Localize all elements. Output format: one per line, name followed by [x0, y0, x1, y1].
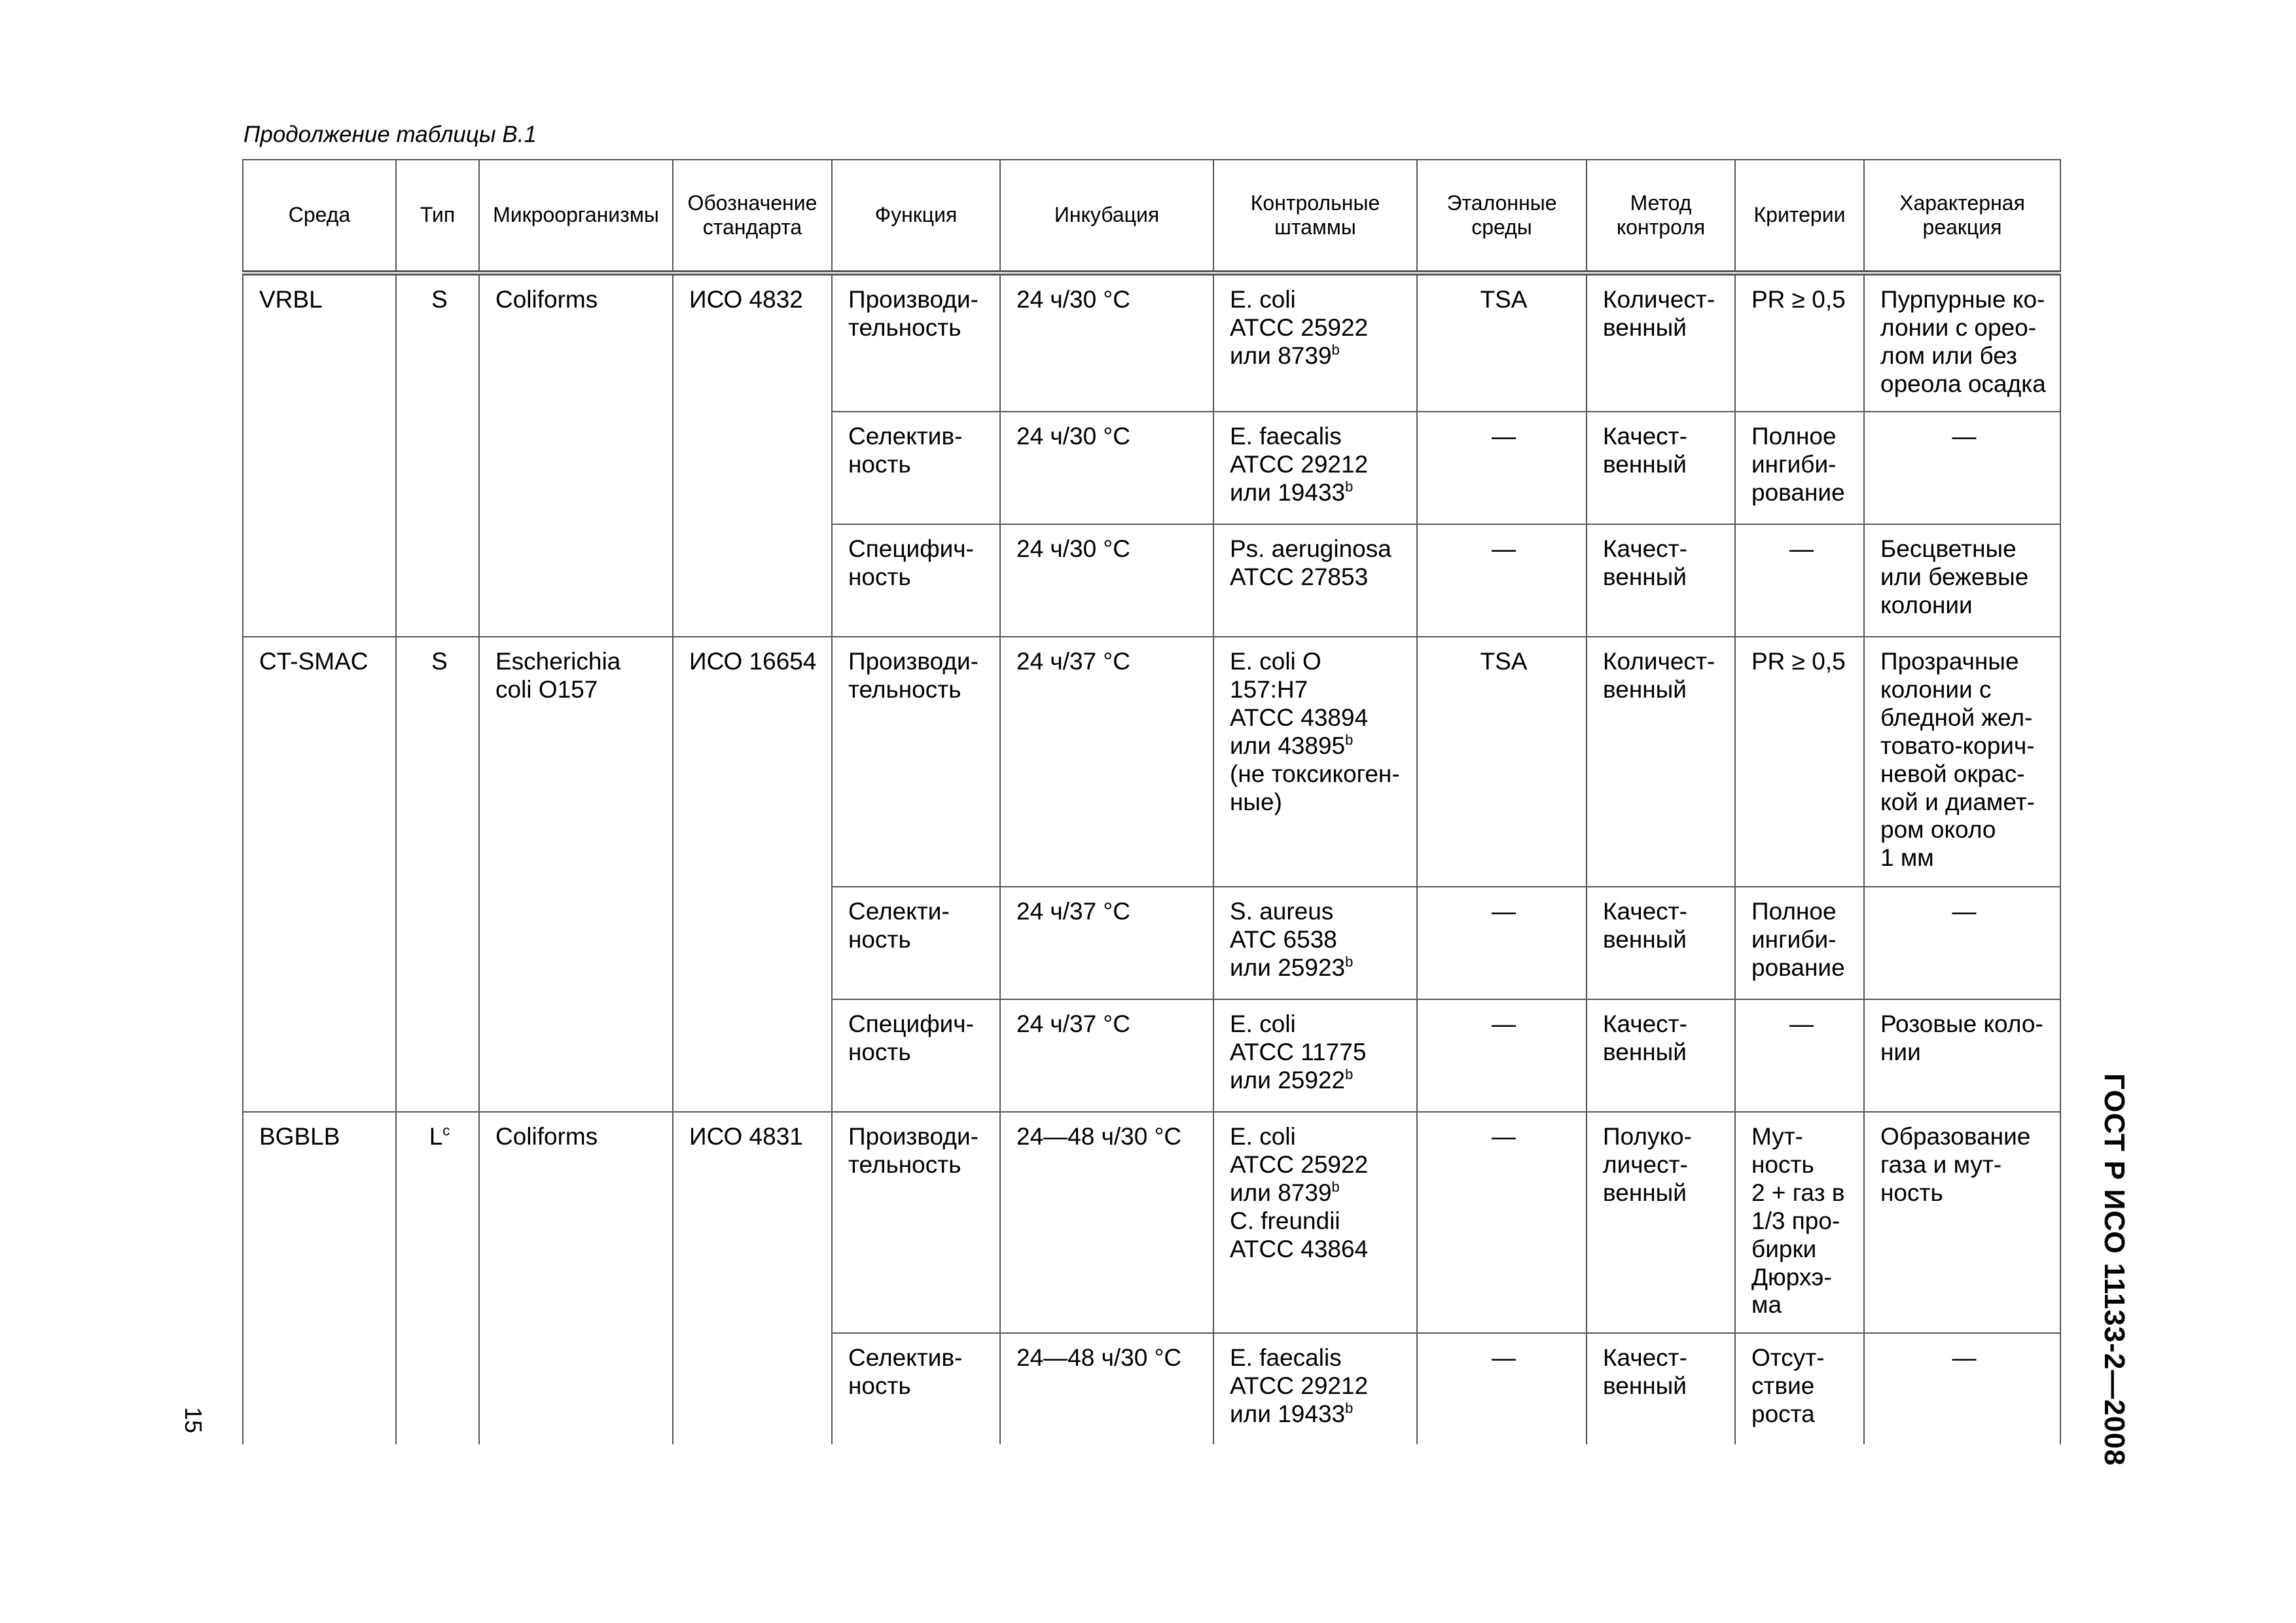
cell-line: C. freundii [1230, 1207, 1340, 1234]
cell-line: тельность [848, 313, 961, 341]
control-method-cell [1587, 412, 1735, 524]
cell-line: ATCC 11775 [1230, 1038, 1367, 1065]
cell-line: товато-корич- [1880, 732, 2035, 759]
cell-line: Coliforms [495, 286, 598, 313]
cell-line: Качест- [1603, 1010, 1687, 1037]
control-strains-cell [1213, 273, 1417, 412]
cell-line: ность [1880, 1179, 1943, 1206]
criteria-cell [1735, 412, 1864, 524]
type-cell [396, 637, 479, 1112]
type-cell [396, 273, 479, 637]
typical-reaction-cell [1864, 637, 2060, 887]
table-row [243, 1112, 2060, 1333]
footnote-mark: b [1345, 731, 1354, 748]
incubation-cell [1000, 999, 1213, 1112]
cell-line: ATC 6538 [1230, 925, 1337, 953]
cell-line: E. coli O 157:H7 [1230, 648, 1321, 703]
function-cell [832, 887, 1000, 999]
cell-line: Отсут- [1751, 1344, 1825, 1371]
standard-value: ИСО 16654 [689, 648, 817, 675]
incubation-cell [1000, 524, 1213, 637]
control-method-cell [1587, 1333, 1735, 1444]
control-strains-cell [1213, 637, 1417, 887]
cell-line: колонии с [1880, 675, 1992, 703]
cell-line: Количест- [1603, 286, 1715, 313]
cell-line: ные) [1230, 788, 1282, 815]
typical-reaction-cell [1864, 1333, 2060, 1444]
standard-cell [673, 637, 832, 1112]
cell-line: ствие [1751, 1372, 1815, 1399]
cell-line: (не токсикоген- [1230, 760, 1400, 787]
criteria-cell [1735, 1333, 1864, 1444]
header-microorganisms: Микроорганизмы [479, 160, 673, 273]
criteria-cell [1735, 1112, 1864, 1333]
control-method-cell [1587, 1112, 1735, 1333]
cell-text: или 25922 [1230, 1066, 1346, 1094]
cell-line: ореола осадка [1880, 370, 2046, 397]
cell-text: или 8739 [1230, 342, 1332, 369]
cell-line: Селекти- [848, 898, 950, 925]
cell-line: Прозрачные [1880, 648, 2019, 675]
cell-line: бирки [1751, 1235, 1817, 1262]
cell-line: Качест- [1603, 898, 1687, 925]
reference-value: — [1492, 1344, 1516, 1371]
media-control-table [242, 159, 2061, 1444]
function-cell [832, 524, 1000, 637]
cell-line: ность [848, 450, 911, 478]
cell-line [1230, 479, 1405, 507]
cell-line: E. faecalis [1230, 423, 1342, 450]
function-cell [832, 1112, 1000, 1333]
function-cell [832, 637, 1000, 887]
control-strains-cell [1213, 999, 1417, 1112]
cell-line: газа и мут- [1880, 1150, 2002, 1178]
cell-line: Мут- [1751, 1123, 1804, 1150]
footnote-mark: b [1331, 1178, 1340, 1195]
cell-line: — [1952, 1344, 1977, 1371]
header-incubation: Инкубация [1000, 160, 1213, 273]
cell-line: Специфич- [848, 535, 974, 562]
header-standard: Обозначение стандарта [673, 160, 832, 273]
cell-line: венный [1603, 563, 1687, 590]
incubation-value: 24—48 ч/30 °C [1016, 1123, 1182, 1150]
typical-reaction-cell [1864, 273, 2060, 412]
criteria-cell [1735, 999, 1864, 1112]
cell-line: ность [848, 925, 911, 953]
cell-line: 2 + газ в [1751, 1179, 1845, 1206]
header-reference-media: Эталонные среды [1417, 160, 1587, 273]
incubation-value: 24 ч/30 °C [1016, 423, 1130, 450]
typical-reaction-cell [1864, 1112, 2060, 1333]
header-type: Тип [396, 160, 479, 273]
cell-line: венный [1603, 1038, 1687, 1065]
cell-line: ATCC 29212 [1230, 1372, 1369, 1399]
cell-line: Качест- [1603, 535, 1687, 562]
incubation-cell [1000, 1333, 1213, 1444]
typical-reaction-cell [1864, 412, 2060, 524]
cell-line: Полуко- [1603, 1123, 1692, 1150]
cell-line: ATCC 27853 [1230, 563, 1369, 590]
control-strains-cell [1213, 887, 1417, 999]
cell-line: личест- [1603, 1150, 1688, 1178]
cell-line: Производи- [848, 286, 978, 313]
cell-line: Ps. aeruginosa [1230, 535, 1391, 562]
reference-value: — [1492, 898, 1516, 925]
function-cell [832, 999, 1000, 1112]
cell-text: или 19433 [1230, 1400, 1346, 1427]
reference-value: TSA [1480, 286, 1528, 313]
cell-line: венный [1603, 1372, 1687, 1399]
cell-line [1230, 342, 1405, 370]
function-cell [832, 412, 1000, 524]
medium-cell [243, 273, 396, 637]
reference-media-cell [1417, 887, 1587, 999]
reference-media-cell [1417, 1333, 1587, 1444]
reference-value: TSA [1480, 648, 1528, 675]
reference-value: — [1492, 1123, 1516, 1150]
control-method-cell [1587, 273, 1735, 412]
footnote-mark: c [442, 1122, 450, 1139]
incubation-cell [1000, 1112, 1213, 1333]
control-strains-cell [1213, 412, 1417, 524]
cell-line: ATCC 25922 [1230, 1150, 1369, 1178]
control-method-cell [1587, 887, 1735, 999]
standard-value: ИСО 4831 [689, 1123, 803, 1150]
standard-cell [673, 273, 832, 637]
cell-text: или 8739 [1230, 1179, 1332, 1206]
type-value: S [431, 648, 448, 675]
control-method-cell [1587, 637, 1735, 887]
control-strains-cell [1213, 524, 1417, 637]
cell-line: 1/3 про- [1751, 1207, 1840, 1234]
cell-line: E. faecalis [1230, 1344, 1342, 1371]
cell-text: или 43895 [1230, 732, 1346, 759]
cell-line: лонии с орео- [1880, 313, 2037, 341]
cell-line: роста [1751, 1400, 1815, 1427]
reference-media-cell [1417, 1112, 1587, 1333]
reference-value: — [1492, 1010, 1516, 1037]
cell-line: нии [1880, 1038, 1921, 1065]
incubation-cell [1000, 637, 1213, 887]
cell-line: Качест- [1603, 423, 1687, 450]
reference-media-cell [1417, 273, 1587, 412]
cell-line: Дюрхэ- [1751, 1263, 1832, 1291]
header-medium: Среда [243, 160, 396, 273]
typical-reaction-cell [1864, 524, 2060, 637]
cell-line: ность [848, 1038, 911, 1065]
cell-line: тельность [848, 675, 961, 703]
cell-line [1230, 1400, 1405, 1429]
function-cell [832, 1333, 1000, 1444]
footnote-mark: b [1345, 1399, 1354, 1416]
cell-line: Количест- [1603, 648, 1715, 675]
criteria-cell [1735, 273, 1864, 412]
cell-line: — [1789, 535, 1814, 562]
cell-line: ингиби- [1751, 450, 1837, 478]
criteria-cell [1735, 637, 1864, 887]
cell-line: Полное [1751, 898, 1837, 925]
microorganisms-cell [479, 637, 673, 1112]
cell-line: Escherichia [495, 648, 621, 675]
incubation-value: 24 ч/30 °C [1016, 535, 1130, 562]
cell-line: Полное [1751, 423, 1837, 450]
cell-line: ность [1751, 1150, 1814, 1178]
standard-cell [673, 1112, 832, 1444]
cell-line: ность [848, 1372, 911, 1399]
microorganisms-cell [479, 1112, 673, 1444]
cell-line: невой окрас- [1880, 760, 2025, 787]
function-cell [832, 273, 1000, 412]
medium-name: VRBL [259, 286, 323, 313]
cell-line: или бежевые [1880, 563, 2029, 590]
reference-media-cell [1417, 524, 1587, 637]
incubation-cell [1000, 273, 1213, 412]
cell-line: Бесцветные [1880, 535, 2017, 562]
header-function: Функция [832, 160, 1000, 273]
incubation-value: 24 ч/37 °C [1016, 1010, 1130, 1037]
cell-line: ром около [1880, 816, 1996, 844]
cell-line [1230, 732, 1405, 760]
cell-line [1230, 1179, 1405, 1207]
standard-value: ИСО 4832 [689, 286, 803, 313]
cell-line: ность [848, 563, 911, 590]
page-number: 15 [180, 1407, 207, 1434]
control-method-cell [1587, 524, 1735, 637]
cell-line: Производи- [848, 1123, 978, 1150]
cell-text: или 25923 [1230, 954, 1346, 981]
cell-line: венный [1603, 675, 1687, 703]
cell-line: венный [1603, 450, 1687, 478]
type-value: L [429, 1123, 443, 1150]
cell-line: PR ≥ 0,5 [1751, 648, 1846, 675]
reference-media-cell [1417, 412, 1587, 524]
header-row [243, 160, 2060, 273]
header-control-strains: Контрольные штаммы [1213, 160, 1417, 273]
cell-line: E. coli [1230, 1123, 1296, 1150]
control-strains-cell [1213, 1333, 1417, 1444]
cell-line: — [1789, 1010, 1814, 1037]
reference-value: — [1492, 423, 1516, 450]
cell-line: ATCC 25922 [1230, 313, 1369, 341]
cell-line: ATCC 29212 [1230, 450, 1369, 478]
cell-line: Розовые коло- [1880, 1010, 2043, 1037]
cell-line: рование [1751, 478, 1845, 506]
cell-line: кой и диамет- [1880, 788, 2035, 815]
cell-line: Селектив- [848, 1344, 963, 1371]
cell-line: венный [1603, 925, 1687, 953]
cell-line: Селектив- [848, 423, 963, 450]
control-strains-cell [1213, 1112, 1417, 1333]
incubation-cell [1000, 887, 1213, 999]
medium-name: BGBLB [259, 1123, 340, 1150]
cell-line: — [1952, 423, 1977, 450]
reference-value: — [1492, 535, 1516, 562]
criteria-cell [1735, 524, 1864, 637]
cell-line: колонии [1880, 591, 1973, 618]
typical-reaction-cell [1864, 887, 2060, 999]
cell-line: рование [1751, 954, 1845, 981]
cell-line: E. coli [1230, 1010, 1296, 1037]
table-row [243, 637, 2060, 887]
footnote-mark: b [1331, 341, 1340, 358]
medium-name: CT-SMAC [259, 648, 368, 675]
incubation-value: 24—48 ч/30 °C [1016, 1344, 1182, 1371]
footnote-mark: b [1345, 1065, 1354, 1082]
cell-line: венный [1603, 313, 1687, 341]
incubation-value: 24 ч/37 °C [1016, 898, 1130, 925]
cell-line: Coliforms [495, 1123, 598, 1150]
type-value: S [431, 286, 448, 313]
cell-line: ATCC 43894 [1230, 704, 1369, 731]
incubation-value: 24 ч/30 °C [1016, 286, 1130, 313]
cell-line: PR ≥ 0,5 [1751, 286, 1846, 313]
cell-line [1230, 1067, 1405, 1095]
table-caption: Продолжение таблицы B.1 [243, 122, 537, 147]
cell-line: Пурпурные ко- [1880, 286, 2045, 313]
cell-line: лом или без [1880, 342, 2018, 369]
reference-media-cell [1417, 637, 1587, 887]
cell-line: Качест- [1603, 1344, 1687, 1371]
cell-line: 1 мм [1880, 844, 1934, 872]
incubation-cell [1000, 412, 1213, 524]
cell-line: бледной жел- [1880, 704, 2033, 731]
cell-line: венный [1603, 1179, 1687, 1206]
footnote-mark: b [1345, 478, 1354, 495]
cell-line: тельность [848, 1150, 961, 1178]
typical-reaction-cell [1864, 999, 2060, 1112]
control-method-cell [1587, 999, 1735, 1112]
medium-cell [243, 1112, 396, 1444]
cell-line: Производи- [848, 648, 978, 675]
cell-line: S. aureus [1230, 898, 1334, 925]
reference-media-cell [1417, 999, 1587, 1112]
cell-line: ATCC 43864 [1230, 1235, 1369, 1262]
cell-line [1230, 954, 1405, 982]
cell-line: coli O157 [495, 675, 598, 703]
criteria-cell [1735, 887, 1864, 999]
header-typical-reaction: Характерная реакция [1864, 160, 2060, 273]
medium-cell [243, 637, 396, 1112]
table-row [243, 273, 2060, 412]
cell-line: — [1952, 898, 1977, 925]
document-code: ГОСТ Р ИСО 11133-2—2008 [2098, 1073, 2130, 1467]
header-criteria: Критерии [1735, 160, 1864, 273]
cell-line: Образование [1880, 1123, 2031, 1150]
cell-line: Специфич- [848, 1010, 974, 1037]
header-control-method: Метод контроля [1587, 160, 1735, 273]
incubation-value: 24 ч/37 °C [1016, 648, 1130, 675]
cell-line: E. coli [1230, 286, 1296, 313]
cell-line: ингиби- [1751, 925, 1837, 953]
cell-text: или 19433 [1230, 478, 1346, 506]
cell-line: ма [1751, 1291, 1782, 1319]
microorganisms-cell [479, 273, 673, 637]
type-cell [396, 1112, 479, 1444]
footnote-mark: b [1345, 953, 1354, 970]
